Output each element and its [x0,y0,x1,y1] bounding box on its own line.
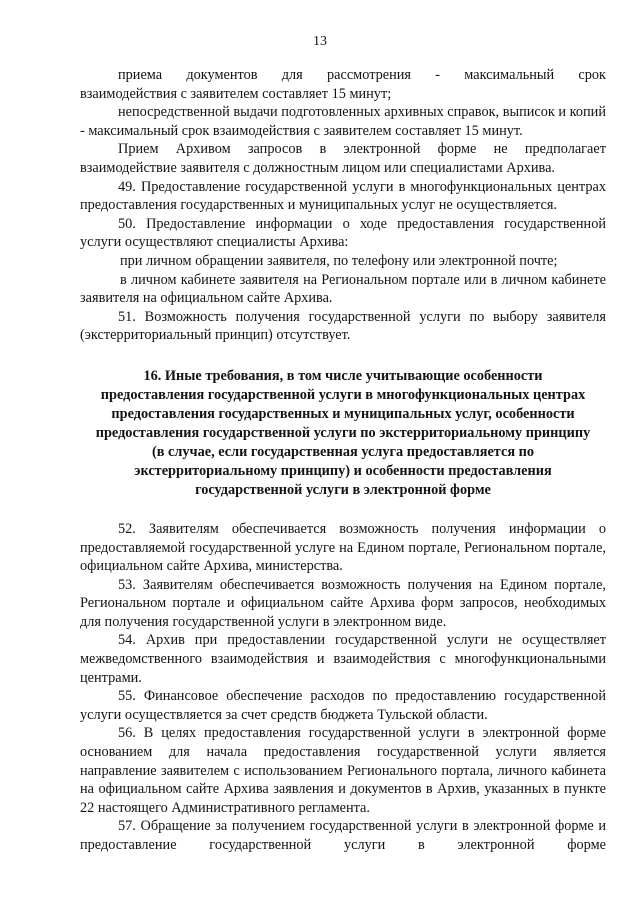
paragraph-reception-line-1: приема документов для рассмотрения - максимальный срок [118,67,606,83]
paragraph-55: 55. Финансовое обеспечение расходов по предоставлению государственной услуги осуществляется за счет средств бюджета Тульской области. [80,688,606,723]
paragraph-54: 54. Архив при предоставлении государственной услуги не осуществляет межведомственного взаимодействия и взаимодействия с многофункциональными центрами. [80,632,606,686]
heading-line: предоставления государственных и муниципальных услуг, особенности [111,405,575,422]
paragraph-51: 51. Возможность получения государственной услуги по выбору заявителя (экстерриториальный принцип) отсутствует. [80,308,606,344]
paragraph-56: 56. В целях предоставления государственной услуги в электронной форме основанием для начала предоставления государственной услуги является направление заявителем с использованием Регионального портала, личного кабинета на официальном сайте Архива заявления и документов в Архив, указанных в пункте 22 настоящего Административного регламента. [80,725,606,816]
paragraph-50-personal: при личном обращении заявителя, по телефону или электронной почте; [120,252,558,269]
paragraph-50: 50. Предоставление информации о ходе предоставления государственной услуги осуществляют специалисты Архива: [80,215,606,251]
paragraph-reception-line-2: взаимодействия с заявителем составляет 15 минут; [80,85,392,102]
paragraph-issuance: непосредственной выдачи подготовленных архивных справок, выписок и копий - максимальный срок взаимодействия с заявителем составляет 15 минут. [80,104,606,139]
paragraph-49: 49. Предоставление государственной услуги в многофункциональных центрах предоставления государственных и муниципальных услуг не осуществляется. [80,178,606,214]
paragraph-electronic-reception: Прием Архивом запросов в электронной форме не предполагает взаимодействие заявителя с должностным лицом или специалистами Архива. [80,141,606,176]
heading-line: предоставления государственной услуги в многофункциональных центрах [100,386,586,403]
heading-line: предоставления государственной услуги по экстерриториальному принципу [95,424,591,441]
heading-line: экстерриториальному принципу) и особенности предоставления [134,462,552,479]
paragraph-53: 53. Заявителям обеспечивается возможность получения на Едином портале, Региональном портале и официальном сайте Архива форм запросов, необходимых для получения государственной услуги в электронном виде. [80,576,606,630]
heading-line: (в случае, если государственная услуга предоставляется по [151,443,535,460]
section-heading-16 [80,367,606,500]
heading-line: 16. Иные требования, в том числе учитывающие особенности [143,367,543,384]
paragraph-52: 52. Заявителям обеспечивается возможность получения информации о предоставляемой государственной услуге на Едином портале, Региональном портале, официальном сайте Архива, министерства. [80,520,606,575]
paragraph-57: 57. Обращение за получением государственной услуги в электронной форме и предоставление государственной услуги в электронной форме [80,818,606,853]
page-number: 13 [313,34,327,49]
document-body [80,66,606,855]
heading-line: государственной услуги в электронной форме [195,481,491,498]
paragraph-50-cabinet: в личном кабинете заявителя на Региональном портале или в личном кабинете заявителя на официальном сайте Архива. [80,271,606,307]
